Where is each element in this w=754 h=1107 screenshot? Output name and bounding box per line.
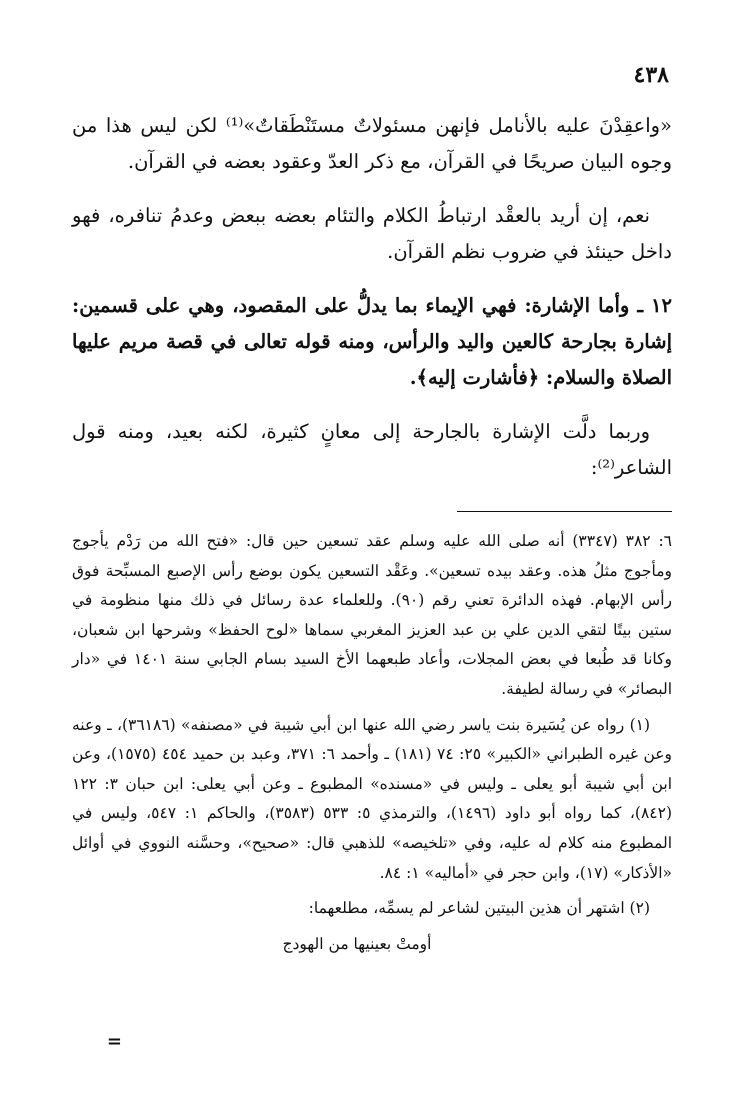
footnote-continued: ٦: ٣٨٢ (٣٣٤٧) أنه صلى الله عليه وسلم عقد تسعين حين قال: «فتح الله من رَدْم يأجوج ومأجوج مثلُ هذه. وعقد بيده تسعين». وعَقْد التسعين يكون بوضع رأس الإصبع المسبِّحة فوق رأس الإبهام. فهذه الدائرة تعني رقم (٩٠). وللعلماء عدة رسائل في ذلك منها منظومة في ستين بيتًا لتقي الدين علي بن عبد العزيز المغربي سماها «لوح الحفظ» وشرحها ابن شعبان، وكانا قد طُبعا في بعض المجلات، وأعاد طبعهما الأخ السيد بسام الجابي سنة ١٤٠١ في «دار البصائر» في رسالة لطيفة. [72,532,672,698]
footnote-1: (١) رواه عن يُسَيرة بنت ياسر رضي الله عنها ابن أبي شيبة في «مصنفه» (٣٦١٨٦)، ـ وعنه وعن غيره الطبراني «الكبير» ٢٥: ٧٤ (١٨١) ـ وأحمد ٦: ٣٧١، وعبد بن حميد ٤٥٤ (١٥٧٥)، وعن ابن أبي شيبة أبو يعلى ـ وليس في «مسنده» المطبوع ـ وعن أبي يعلى: ابن حبان ٣: ١٢٢ (٨٤٢)، كما رواه أبو داود (١٤٩٦)، والترمذي ٥: ٥٣٣ (٣٥٨٣)، والحاكم ١: ٥٤٧، وليس في المطبوع منه كلام له عليه، وفي «تلخيصه» للذهبي قال: «صحيح»، وحسَّنه النووي في أوائل «الأذكار» (١٧)، وابن حجر في «أماليه» ١: ٨٤. [72,715,673,882]
footnote-separator [457,511,672,512]
main-text [72,108,672,504]
footnotes-section [72,527,672,965]
main-paragraph-ishara: ١٢ ـ وأما الإشارة: فهي الإيماء بما يدلُّ على المقصود، وهي على قسمين: إشارة بجارحة كالعين واليد والرأس، ومنه قوله تعالى في قصة مريم عليها الصلاة والسلام: ﴿فأشارت إليه﴾. [72,294,672,389]
footnote-verse: أومتْ بعينيها من الهودج [282,934,432,953]
continuation-mark: = [106,1031,122,1052]
main-paragraph: «واعقِدْنَ عليه بالأنامل فإنهن مسئولاتٌ مستَنْطَقاتٌ»⁽¹⁾ لكن ليس هذا من وجوه البيان صريحًا في القرآن، مع ذكر العدّ وعقود بعضه في القرآن. [72,114,672,173]
page-number: ٤٣٨ [633,62,669,88]
footnote-2: (٢) اشتهر أن هذين البيتين لشاعر لم يسمِّه، مطلعهما: [308,899,650,918]
main-paragraph: وربما دلَّت الإشارة بالجارحة إلى معانٍ كثيرة، لكنه بعيد، ومنه قول الشاعر⁽²⁾: [72,420,672,479]
main-paragraph: نعم، إن أريد بالعقْد ارتباطُ الكلام والتئام بعضه ببعض وعدمُ تنافره، فهو داخل حينئذ في ضروب نظم القرآن. [72,204,672,263]
